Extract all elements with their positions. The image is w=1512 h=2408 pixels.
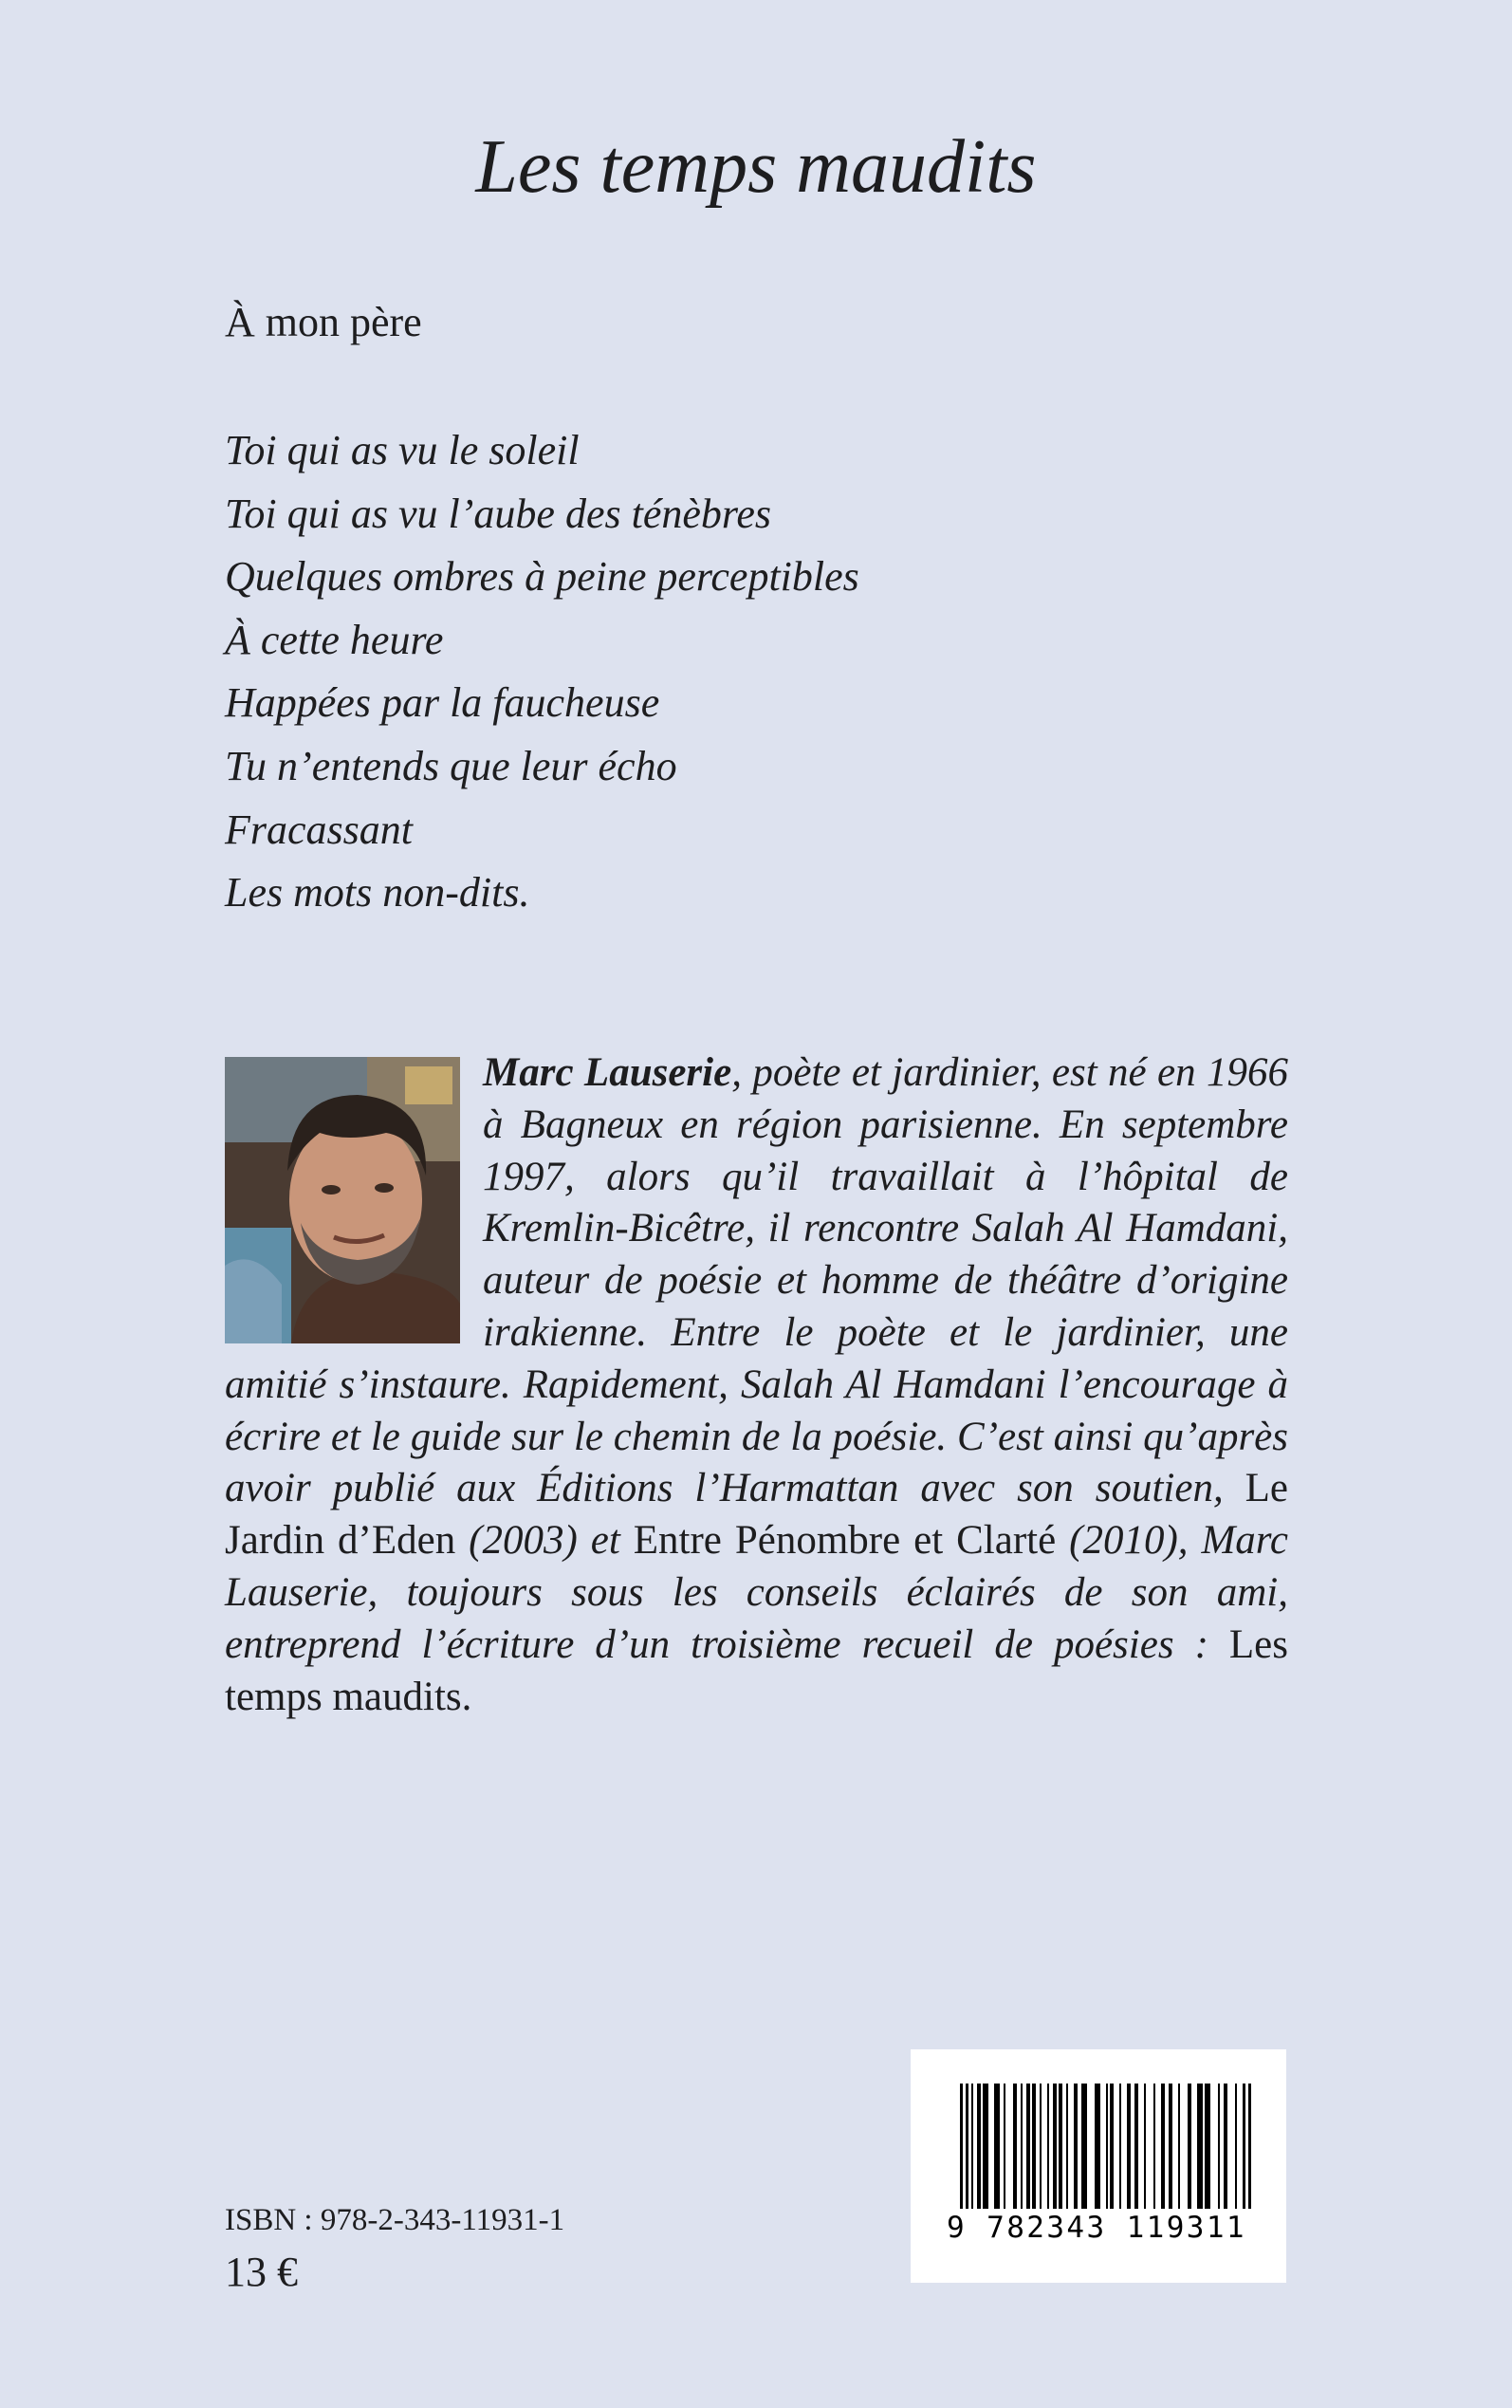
barcode-bar	[1224, 2084, 1227, 2211]
barcode-bar	[1248, 2084, 1251, 2228]
barcode-bar	[1127, 2084, 1131, 2211]
book-reference: Entre Pénombre et Clarté	[633, 1518, 1057, 1564]
bio-text: (2003) et	[455, 1518, 634, 1564]
barcode-bar	[966, 2084, 968, 2228]
bio-text: (2010), Marc Lauserie, toujours sous les conseils éclairés de son ami, entreprend l’écriture d’un troisième recueil de poésies :	[225, 1518, 1289, 1667]
poem-line: Fracassant	[225, 806, 413, 853]
author-biography	[225, 1047, 1288, 1723]
dedication: À mon père	[225, 299, 422, 345]
poem-line: À cette heure	[225, 616, 444, 663]
barcode-bar	[1026, 2084, 1030, 2211]
poem-line: Quelques ombres à peine perceptibles	[225, 553, 859, 601]
poem-line: Tu n’entends que leur écho	[225, 742, 677, 789]
book-reference: Les temps maudits	[225, 1621, 1288, 1719]
barcode-bar	[1161, 2084, 1165, 2211]
barcode-bar	[1243, 2084, 1245, 2228]
book-reference: Le Jardin d’Eden	[225, 1466, 1288, 1564]
bio-text: , poète et jardinier, est né en 1966 à Bagneux en région parisienne. En septembre 1997, alors qu’il travaillait à l’hôpital de Kremlin-Bicêtre, il rencontre Salah Al Hamdani, auteur de poésie et homme de théâtre d’origine irakienne. Entre le poète et le jardinier, une amitié s’instaure. Rapidement, Salah Al Hamdani l’encourage à écrire et le guide sur le chemin de la poésie. C’est ainsi qu’après avoir publié aux Éditions l’Harmattan avec son soutien,	[225, 1050, 1288, 1511]
barcode-bar	[1197, 2084, 1203, 2211]
barcode-bar	[1153, 2084, 1155, 2211]
barcode-bars	[911, 2049, 1286, 2283]
barcode-bar	[1119, 2084, 1121, 2211]
barcode-bar	[994, 2084, 1000, 2211]
barcode-bar	[1053, 2084, 1057, 2211]
barcode-bar	[971, 2084, 973, 2211]
barcode-bar	[1066, 2084, 1068, 2211]
barcode-bar	[1021, 2084, 1023, 2211]
barcode	[911, 2049, 1286, 2283]
barcode-digits: 9 782343 119311	[943, 2209, 1265, 2247]
barcode-bar	[1032, 2084, 1036, 2211]
barcode-bar	[1205, 2084, 1210, 2211]
barcode-bar	[1188, 2084, 1191, 2211]
barcode-bar	[1106, 2084, 1108, 2211]
barcode-bar	[1110, 2084, 1114, 2211]
isbn: ISBN : 978-2-343-11931-1	[225, 2203, 565, 2237]
book-title: Les temps maudits	[475, 125, 1037, 209]
barcode-bar	[1040, 2084, 1042, 2211]
barcode-bar	[1047, 2084, 1049, 2211]
poem-line: Les mots non-dits.	[225, 869, 530, 917]
barcode-bar	[1134, 2084, 1138, 2211]
poem-line: Toi qui as vu le soleil	[225, 427, 580, 473]
barcode-bar	[1074, 2084, 1078, 2211]
barcode-bar	[1004, 2084, 1005, 2211]
barcode-bar	[1169, 2084, 1172, 2211]
author-name: Marc Lauserie	[483, 1050, 732, 1095]
poem-line: Happées par la faucheuse	[225, 679, 660, 727]
barcode-bar	[1178, 2084, 1180, 2211]
barcode-bar	[1013, 2084, 1017, 2211]
barcode-bar	[960, 2084, 963, 2228]
barcode-bar	[1081, 2084, 1087, 2211]
barcode-bar	[1059, 2084, 1062, 2211]
bio-text: .	[461, 1674, 472, 1719]
barcode-bar	[1235, 2084, 1237, 2211]
poem-line: Toi qui as vu l’aube des ténèbres	[225, 490, 772, 537]
poem	[225, 419, 859, 925]
barcode-bar	[1218, 2084, 1220, 2211]
barcode-bar	[1144, 2084, 1146, 2211]
barcode-bar	[1095, 2084, 1100, 2211]
barcode-bar	[983, 2084, 988, 2211]
barcode-bar	[977, 2084, 981, 2211]
price: 13 €	[225, 2249, 298, 2295]
